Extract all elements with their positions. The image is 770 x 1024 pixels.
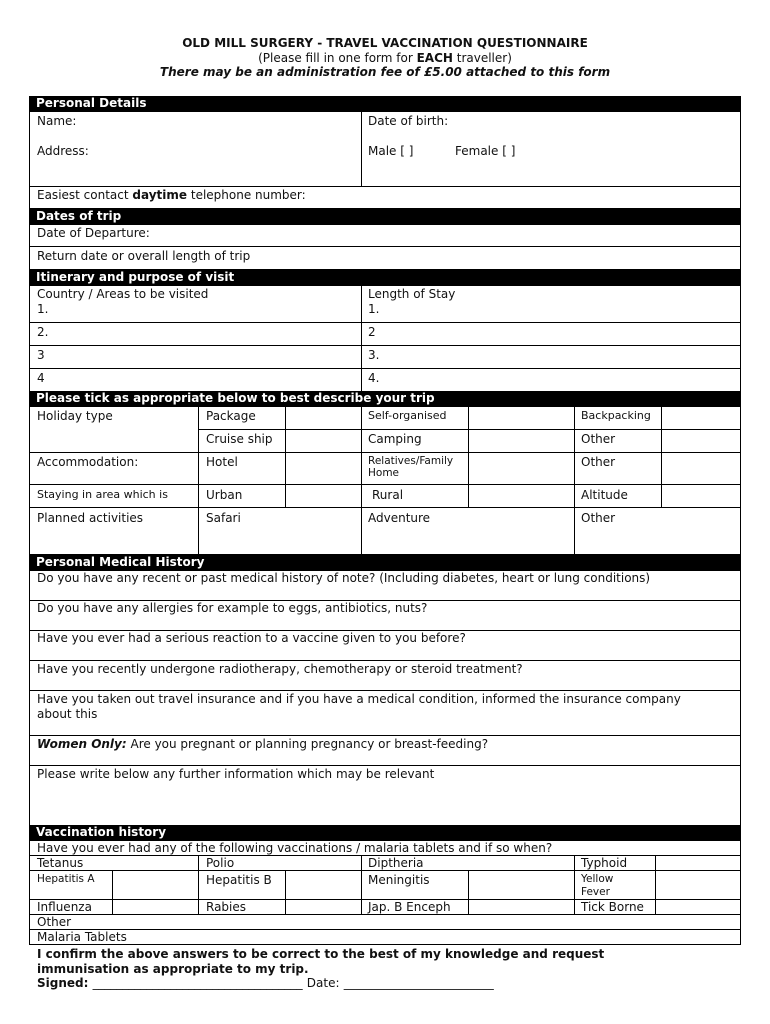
address-label: Address: <box>37 144 89 158</box>
cruise-ship-tick[interactable] <box>285 429 362 453</box>
fee-notice: There may be an administration fee of £5.00 attached to this form <box>159 65 611 79</box>
other-accommodation-tick[interactable] <box>661 452 741 485</box>
medical-q3: Have you ever had a serious reaction to a vaccine given to you before? <box>37 631 466 645</box>
medical-q1: Do you have any recent or past medical history of note? (Including diabetes, heart or lung conditions) <box>37 571 651 585</box>
safari-label: Safari <box>206 511 241 525</box>
home-label: Home <box>368 467 400 479</box>
stay-row-3: 3. <box>368 348 380 362</box>
rabies-label: Rabies <box>206 900 247 914</box>
hepatitis-a-date[interactable] <box>112 870 199 900</box>
medical-q2: Do you have any allergies for example to eggs, antibiotics, nuts? <box>37 601 428 615</box>
trip-heading: Please tick as appropriate below to best describe your trip <box>29 391 741 406</box>
country-cell-4[interactable] <box>29 368 362 392</box>
staying-label: Staying in area which is <box>37 488 168 501</box>
vaccination-question: Have you ever had any of the following vaccinations / malaria tablets and if so when? <box>37 841 553 855</box>
signed-label: Signed: <box>37 976 89 990</box>
stay-row-1: 1. <box>368 302 380 316</box>
other-holiday-label: Other <box>581 432 616 446</box>
influenza-label: Influenza <box>37 900 92 914</box>
altitude-tick[interactable] <box>661 484 741 508</box>
phone-label: Easiest contact daytime telephone number: <box>37 188 306 202</box>
other-holiday-tick[interactable] <box>661 429 741 453</box>
jap-enceph-date[interactable] <box>468 899 575 915</box>
other-accommodation-label: Other <box>581 455 616 469</box>
camping-label: Camping <box>368 432 422 446</box>
package-label: Package <box>206 409 256 423</box>
stay-row-4: 4. <box>368 371 380 385</box>
influenza-date[interactable] <box>112 899 199 915</box>
tetanus-label: Tetanus <box>37 856 84 870</box>
camping-tick[interactable] <box>468 429 575 453</box>
malaria-field[interactable] <box>29 929 741 945</box>
hepatitis-b-label: Hepatitis B <box>206 873 272 887</box>
stay-cell-4[interactable] <box>361 368 741 392</box>
male-checkbox[interactable]: Male [ ] <box>368 144 414 158</box>
rural-label: Rural <box>372 488 404 502</box>
hepatitis-b-date[interactable] <box>285 870 362 900</box>
confirmation-line1: I confirm the above answers to be correct to the best of my knowledge and request <box>37 947 605 961</box>
return-label: Return date or overall length of trip <box>37 249 251 263</box>
package-tick[interactable] <box>285 406 362 430</box>
date-label: Date: <box>306 976 340 990</box>
other-activities-label: Other <box>581 511 616 525</box>
medical-q6: Women Only: Are you pregnant or planning pregnancy or breast-feeding? <box>37 737 489 751</box>
adventure-label: Adventure <box>368 511 431 525</box>
stay-col-label: Length of Stay <box>368 287 456 301</box>
medical-q5-line1: Have you taken out travel insurance and if you have a medical condition, informed the insurance company <box>37 692 681 706</box>
further-info-label: Please write below any further information which may be relevant <box>37 767 435 781</box>
country-row-4: 4 <box>37 371 45 385</box>
yellow-label: Yellow <box>581 873 614 885</box>
other-vaccination-label: Other <box>37 915 72 929</box>
form-title: OLD MILL SURGERY - TRAVEL VACCINATION QUESTIONNAIRE <box>182 36 588 50</box>
personal-details-heading: Personal Details <box>29 96 741 111</box>
hepatitis-a-label: Hepatitis A <box>37 873 95 885</box>
country-col-label: Country / Areas to be visited <box>37 287 209 301</box>
tick-borne-date[interactable] <box>655 899 741 915</box>
typhoid-date[interactable] <box>655 855 741 871</box>
tick-borne-label: Tick Borne <box>581 900 644 914</box>
dates-heading: Dates of trip <box>29 209 741 224</box>
typhoid-label: Typhoid <box>581 856 628 870</box>
medical-q4: Have you recently undergone radiotherapy, chemotherapy or steroid treatment? <box>37 662 523 676</box>
country-row-3: 3 <box>37 348 45 362</box>
confirmation-line2: immunisation as appropriate to my trip. <box>37 962 309 976</box>
hotel-tick[interactable] <box>285 452 362 485</box>
accommodation-label: Accommodation: <box>37 455 139 469</box>
holiday-type-label: Holiday type <box>37 409 113 423</box>
backpacking-tick[interactable] <box>661 406 741 430</box>
form-subtitle: (Please fill in one form for EACH traveller) <box>258 51 512 65</box>
signature-row <box>37 976 494 990</box>
malaria-label: Malaria Tablets <box>37 930 127 944</box>
country-cell-2[interactable] <box>29 322 362 346</box>
country-row-2: 2. <box>37 325 49 339</box>
relatives-label: Relatives/Family <box>368 455 454 467</box>
country-row-1: 1. <box>37 302 49 316</box>
stay-cell-3[interactable] <box>361 345 741 369</box>
name-label: Name: <box>37 114 77 128</box>
hotel-label: Hotel <box>206 455 238 469</box>
fever-label: Fever <box>581 886 610 898</box>
rabies-date[interactable] <box>285 899 362 915</box>
signature-line[interactable]: ___________________________________ <box>92 976 303 990</box>
dob-label: Date of birth: <box>368 114 449 128</box>
diptheria-label: Diptheria <box>368 856 424 870</box>
urban-tick[interactable] <box>285 484 362 508</box>
polio-label: Polio <box>206 856 235 870</box>
meningitis-label: Meningitis <box>368 873 430 887</box>
other-vaccination-field[interactable] <box>29 914 741 930</box>
altitude-label: Altitude <box>581 488 628 502</box>
medical-q5-line2: about this <box>37 707 98 721</box>
self-organised-tick[interactable] <box>468 406 575 430</box>
date-line[interactable]: _________________________ <box>343 976 494 990</box>
country-cell-3[interactable] <box>29 345 362 369</box>
rural-tick[interactable] <box>468 484 575 508</box>
planned-label: Planned activities <box>37 511 144 525</box>
self-organised-label: Self-organised <box>368 409 447 422</box>
vaccination-heading: Vaccination history <box>29 825 741 840</box>
cruise-ship-label: Cruise ship <box>206 432 273 446</box>
stay-cell-2[interactable] <box>361 322 741 346</box>
itinerary-heading: Itinerary and purpose of visit <box>29 270 741 285</box>
backpacking-label: Backpacking <box>581 409 651 422</box>
urban-label: Urban <box>206 488 243 502</box>
relatives-tick[interactable] <box>468 452 575 485</box>
medical-heading: Personal Medical History <box>29 555 741 570</box>
meningitis-date[interactable] <box>468 870 575 900</box>
departure-label: Date of Departure: <box>37 226 150 240</box>
yellow-fever-date[interactable] <box>655 870 741 900</box>
stay-row-2: 2 <box>368 325 376 339</box>
jap-enceph-label: Jap. B Enceph <box>368 900 451 914</box>
female-checkbox[interactable]: Female [ ] <box>455 144 516 158</box>
